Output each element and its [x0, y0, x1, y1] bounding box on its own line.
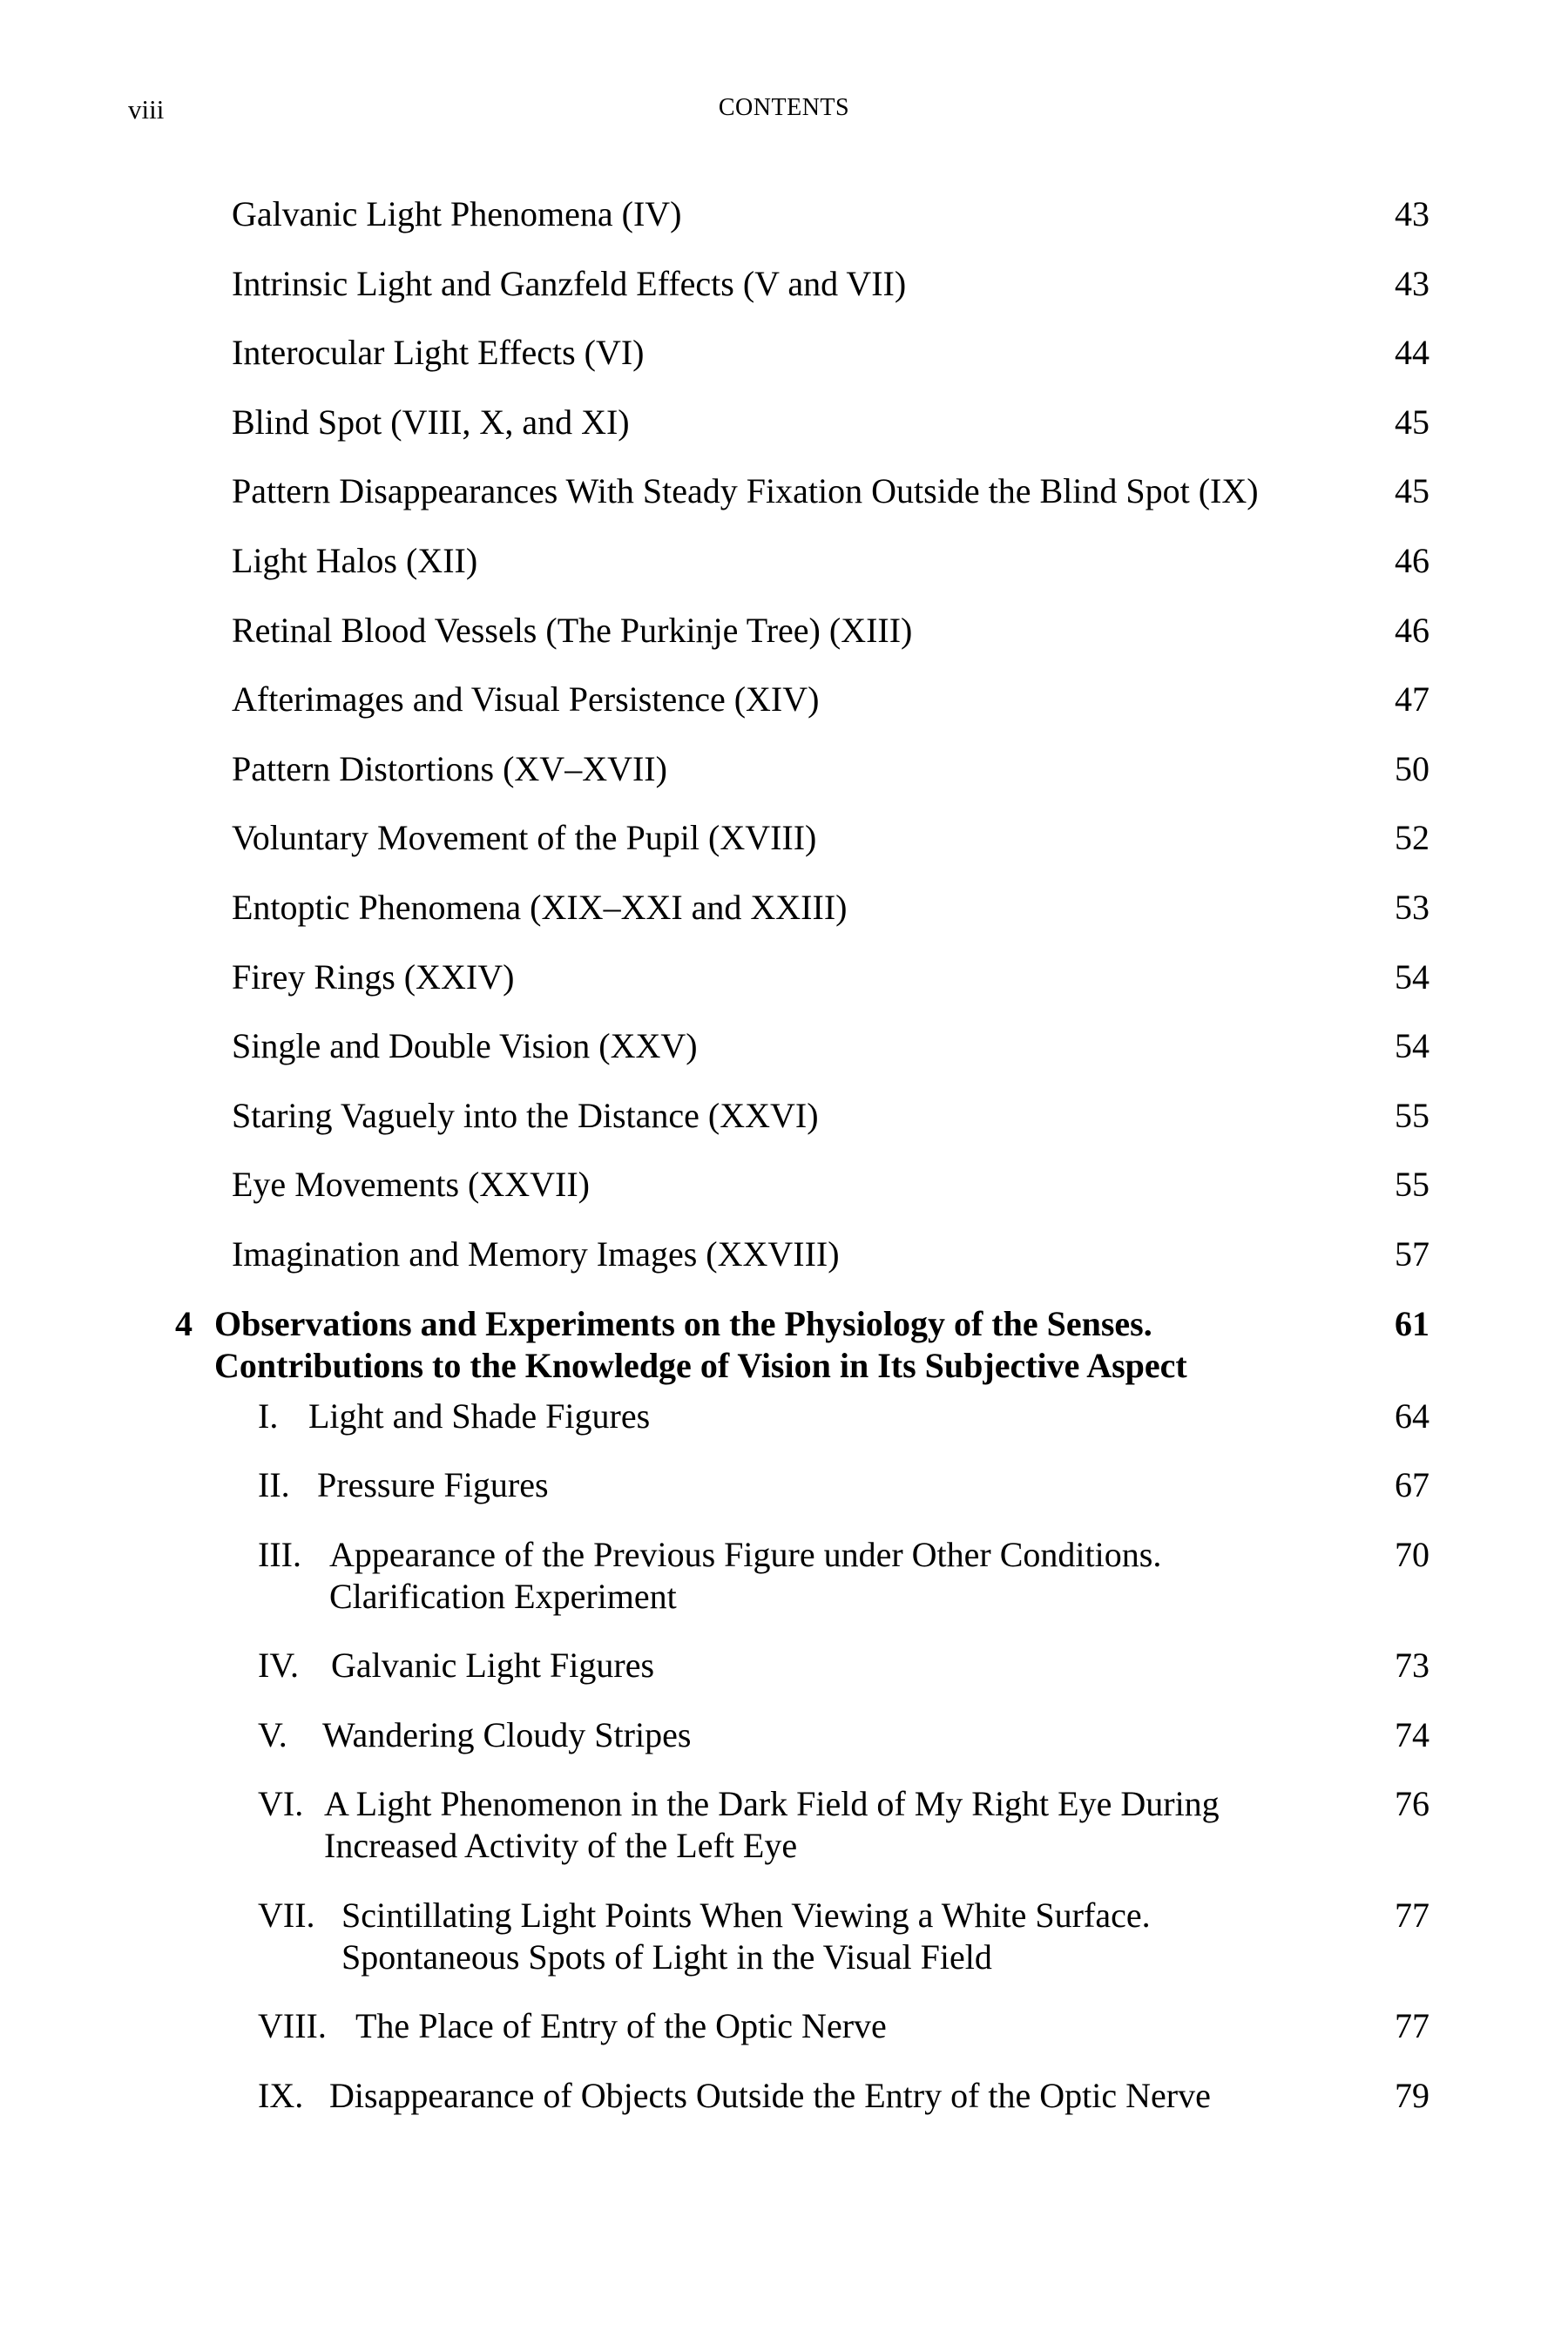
toc-subentry-page: 77 [1395, 1895, 1429, 1935]
chapter-title [214, 1303, 1260, 1387]
toc-entry-title: Pattern Distortions (XV–XVII) [232, 748, 667, 788]
toc-entry [0, 1025, 1568, 1095]
toc-subentry-title-line-1: Light and Shade Figures [308, 1396, 651, 1436]
table-of-contents [0, 193, 1568, 2145]
toc-entry-title: Galvanic Light Phenomena (IV) [232, 194, 682, 233]
toc-subentry-title-line-1: Wandering Cloudy Stripes [322, 1714, 692, 1754]
chapter-number: 4 [175, 1303, 193, 1343]
toc-entry-page: 46 [1395, 540, 1429, 580]
toc-entries [0, 193, 1568, 1303]
chapter-heading [0, 1303, 1568, 1396]
toc-entry-page: 45 [1395, 471, 1429, 511]
toc-entry-title: Blind Spot (VIII, X, and XI) [232, 402, 630, 442]
toc-entry [0, 263, 1568, 333]
toc-subentry [0, 1645, 1568, 1714]
toc-entry-page: 54 [1395, 956, 1429, 997]
toc-entry [0, 679, 1568, 748]
toc-subentry-title-line-2: Increased Activity of the Left Eye [324, 1826, 798, 1866]
toc-entry [0, 193, 1568, 263]
toc-entry [0, 1095, 1568, 1165]
toc-subentry-title [317, 1464, 1362, 1506]
page-header [0, 94, 1568, 129]
toc-entry [0, 540, 1568, 610]
toc-subentry [0, 2005, 1568, 2075]
toc-entry [0, 887, 1568, 956]
toc-entry-page: 47 [1395, 679, 1429, 720]
toc-subentry-title [322, 1714, 1368, 1756]
toc-subentry-numeral: V. [258, 1714, 287, 1754]
toc-entry-title: Retinal Blood Vessels (The Purkinje Tree) (XIII) [232, 610, 913, 650]
toc-subentry-page: 74 [1395, 1714, 1429, 1754]
toc-subentry [0, 2075, 1568, 2145]
toc-subentry [0, 1534, 1568, 1646]
chapter-page-number: 61 [1395, 1303, 1429, 1343]
toc-subentry-title [329, 2075, 1375, 2117]
toc-entry [0, 1233, 1568, 1303]
toc-subentry-title-line-1: Galvanic Light Figures [331, 1646, 655, 1686]
toc-subentry-page: 73 [1395, 1646, 1429, 1686]
toc-subentries [0, 1396, 1568, 2145]
toc-subentry-numeral: VIII. [258, 2006, 327, 2046]
toc-entry-page: 55 [1395, 1095, 1429, 1135]
toc-subentry-page: 70 [1395, 1534, 1429, 1574]
toc-subentry [0, 1783, 1568, 1895]
toc-subentry-page: 79 [1395, 2075, 1429, 2115]
toc-entry-page: 55 [1395, 1165, 1429, 1205]
chapter-title-line-2: Contributions to the Knowledge of Vision in Its Subjective Aspect [214, 1345, 1187, 1385]
toc-entry-page: 54 [1395, 1026, 1429, 1066]
toc-entry [0, 470, 1568, 540]
toc-subentry-title-line-1: Pressure Figures [317, 1465, 549, 1505]
toc-subentry-numeral: I. [258, 1396, 279, 1436]
toc-subentry-title [329, 1534, 1375, 1618]
toc-subentry-title-line-2: Spontaneous Spots of Light in the Visual Field [341, 1936, 992, 1977]
chapter-title-line-1: Observations and Experiments on the Physiology of the Senses. [214, 1303, 1152, 1343]
toc-entry-title: Pattern Disappearances With Steady Fixation Outside the Blind Spot (IX) [232, 471, 1259, 511]
toc-entry-page: 52 [1395, 818, 1429, 858]
toc-entry-page: 50 [1395, 748, 1429, 788]
toc-entry-title: Intrinsic Light and Ganzfeld Effects (V and VII) [232, 263, 907, 303]
toc-entry-title: Interocular Light Effects (VI) [232, 333, 645, 373]
toc-entry [0, 1164, 1568, 1233]
toc-subentry-title-line-1: A Light Phenomenon in the Dark Field of My Right Eye During [324, 1784, 1220, 1824]
toc-subentry [0, 1895, 1568, 2006]
toc-subentry [0, 1714, 1568, 1784]
toc-entry-title: Imagination and Memory Images (XXVIII) [232, 1233, 840, 1274]
toc-entry-page: 44 [1395, 333, 1429, 373]
toc-subentry-title-line-2: Clarification Experiment [329, 1576, 677, 1616]
toc-entry [0, 956, 1568, 1026]
toc-subentry-numeral: II. [258, 1465, 290, 1505]
toc-entry-title: Voluntary Movement of the Pupil (XVIII) [232, 818, 817, 858]
toc-subentry-numeral: IX. [258, 2075, 304, 2115]
toc-subentry-page: 76 [1395, 1784, 1429, 1824]
toc-entry [0, 402, 1568, 471]
toc-subentry-title-line-1: Appearance of the Previous Figure under Other Conditions. [329, 1534, 1162, 1574]
toc-subentry-title-line-1: Scintillating Light Points When Viewing a White Surface. [341, 1895, 1151, 1935]
toc-entry-title: Eye Movements (XXVII) [232, 1165, 590, 1205]
toc-subentry-numeral: VI. [258, 1784, 304, 1824]
toc-subentry [0, 1464, 1568, 1534]
toc-subentry-title [331, 1645, 1376, 1686]
toc-subentry-title [308, 1396, 1354, 1437]
toc-subentry-page: 67 [1395, 1465, 1429, 1505]
running-title: CONTENTS [718, 94, 850, 121]
toc-entry-page: 46 [1395, 610, 1429, 650]
toc-entry [0, 748, 1568, 818]
toc-entry-title: Single and Double Vision (XXV) [232, 1026, 698, 1066]
toc-entry-page: 53 [1395, 887, 1429, 927]
toc-subentry [0, 1396, 1568, 1465]
toc-entry-page: 43 [1395, 194, 1429, 233]
toc-entry-page: 57 [1395, 1233, 1429, 1274]
toc-entry-title: Afterimages and Visual Persistence (XIV) [232, 679, 820, 720]
toc-subentry-numeral: III. [258, 1534, 301, 1574]
toc-entry-page: 43 [1395, 263, 1429, 303]
toc-entry [0, 610, 1568, 679]
toc-entry-title: Firey Rings (XXIV) [232, 956, 515, 997]
toc-subentry-numeral: VII. [258, 1895, 315, 1935]
toc-entry-page: 45 [1395, 402, 1429, 442]
toc-subentry-title [341, 1895, 1387, 1978]
toc-subentry-numeral: IV. [258, 1646, 300, 1686]
toc-entry [0, 817, 1568, 887]
toc-subentry-page: 64 [1395, 1396, 1429, 1436]
toc-subentry-title [324, 1783, 1369, 1867]
toc-entry-title: Entoptic Phenomena (XIX–XXI and XXIII) [232, 887, 848, 927]
page-number: viii [128, 94, 165, 125]
toc-subentry-title-line-1: The Place of Entry of the Optic Nerve [355, 2006, 887, 2046]
toc-subentry-page: 77 [1395, 2006, 1429, 2046]
toc-subentry-title [355, 2005, 1401, 2047]
toc-entry-title: Staring Vaguely into the Distance (XXVI) [232, 1095, 819, 1135]
toc-subentry-title-line-1: Disappearance of Objects Outside the Entry of the Optic Nerve [329, 2075, 1211, 2115]
toc-entry-title: Light Halos (XII) [232, 540, 478, 580]
toc-entry [0, 332, 1568, 402]
